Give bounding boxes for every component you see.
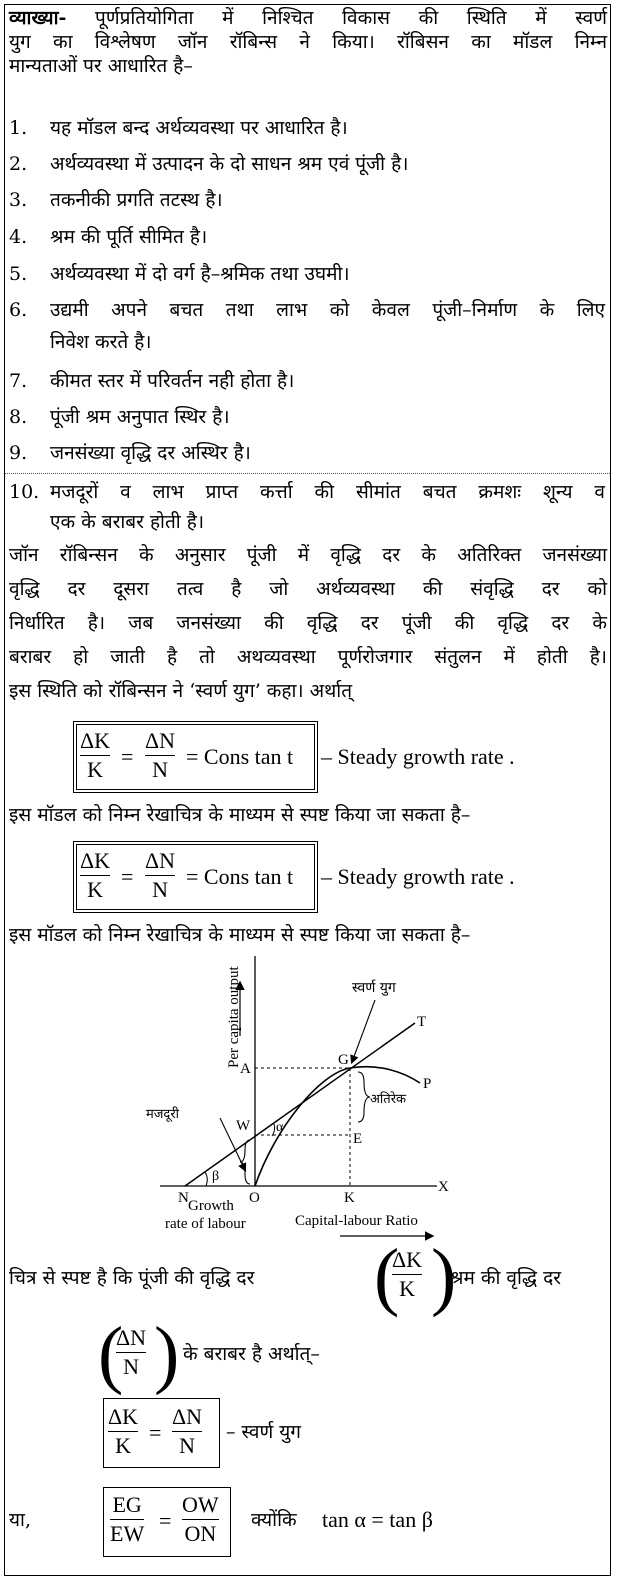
fraction-dn-n: ΔN N	[145, 728, 176, 782]
assumption-text: कीमत स्तर में परिवर्तन नही होता है।	[50, 370, 295, 392]
equals-sign: =	[159, 1508, 172, 1533]
assumption-text: अर्थव्यवस्था में दो वर्ग है–श्रमिक तथा उघमी।	[50, 263, 350, 285]
formula-rhs: = Cons tan t	[186, 744, 294, 769]
y-axis-label: Per capita output	[226, 966, 242, 1068]
equals-sign: =	[121, 744, 134, 769]
assumption-text: अर्थव्यवस्था में उत्पादन के दो साधन श्रम एवं पूंजी है।	[50, 153, 409, 175]
atirek-label: अतिरेक	[370, 1092, 407, 1107]
x-axis-label: Capital-labour Ratio	[295, 1213, 418, 1229]
para-line-2: वृद्धि दर दूसरा तत्व है जो अर्थव्यवस्था की संवृद्धि दर को	[9, 578, 607, 600]
point-n: N	[178, 1190, 189, 1206]
alpha-arc	[272, 1124, 275, 1136]
assumption-text-cont: निवेश करते है।	[50, 331, 152, 353]
assumption-number: 4.	[9, 226, 28, 248]
svarna-arrow	[352, 1000, 375, 1062]
assumption-text: उद्यमी अपने बचत तथा लाभ को केवल पूंजी–निर्माण के लिए	[50, 299, 605, 321]
svarna-yug-label: स्वर्ण युग	[352, 980, 396, 996]
para-line-5: इस स्थिति को रॉबिन्सन ने ‘स्वर्ण युग’ कहा। अर्थात्	[9, 680, 353, 702]
point-k: K	[344, 1190, 355, 1206]
assumption-number: 10.	[9, 481, 40, 503]
point-x: X	[438, 1179, 449, 1195]
conclusion-line-1b: श्रम की वृद्धि दर	[450, 1267, 561, 1289]
assumption-text: तकनीकी प्रगति तटस्थ है।	[50, 189, 223, 211]
beta-arc	[205, 1172, 207, 1186]
section-divider	[5, 473, 610, 474]
assumption-number: 9.	[9, 442, 28, 464]
assumption-number: 3.	[9, 189, 28, 211]
formula-tail: – Steady growth rate .	[321, 864, 515, 889]
conclusion-line-2: के बराबर है अर्थात्–	[183, 1343, 320, 1365]
point-g: G	[338, 1052, 349, 1068]
formula-tail: – Steady growth rate .	[321, 744, 515, 769]
assumption-text: श्रम की पूर्ति सीमित है।	[50, 226, 208, 248]
assumption-text: पूंजी श्रम अनुपात स्थिर है।	[50, 406, 230, 428]
para-line-4: बराबर हो जाती है तो अथव्यवस्था पूर्णरोजगार संतुलन में होती है।	[9, 646, 607, 668]
assumption-text: जनसंख्या वृद्धि दर अस्थिर है।	[50, 442, 251, 464]
beta-symbol: β	[212, 1169, 220, 1184]
equals-sign: =	[149, 1420, 162, 1445]
equals-sign: =	[121, 864, 134, 889]
ya-text: या,	[9, 1509, 31, 1531]
assumption-number: 7.	[9, 370, 28, 392]
growth-label-2: rate of labour	[165, 1216, 246, 1232]
model-line: इस मॉडल को निम्न रेखाचित्र के माध्यम से स्पष्ट किया जा सकता है–	[9, 804, 471, 826]
fraction-dk-k: ΔK K	[392, 1247, 423, 1301]
conclusion-line-1a: चित्र से स्पष्ट है कि पूंजी की वृद्धि दर	[9, 1267, 255, 1289]
fraction-dk-k: ΔK K	[80, 728, 111, 782]
paren-left: (	[374, 1234, 400, 1318]
point-o: O	[249, 1190, 260, 1206]
intro-heading: व्याख्या-	[9, 7, 67, 29]
tan-equality: tan α = tan β	[322, 1507, 433, 1532]
fraction-eg-ew: EG EW	[110, 1492, 145, 1546]
fraction-ow-on: OW ON	[182, 1492, 219, 1546]
intro-line-3: मान्यताओं पर आधारित है–	[9, 55, 193, 77]
assumption-text: यह मॉडल बन्द अर्थव्यवस्था पर आधारित है।	[50, 117, 348, 139]
assumption-number: 6.	[9, 299, 28, 321]
point-p: P	[423, 1076, 432, 1092]
assumption-number: 8.	[9, 406, 28, 428]
para-line-3: निर्धारित है। जब जनसंख्या की वृद्धि दर पूंजी की वृद्धि दर के	[9, 612, 607, 634]
point-a: A	[240, 1061, 251, 1077]
fraction-dn-n: ΔN N	[145, 848, 176, 902]
paren-right: )	[431, 1234, 457, 1318]
svarna-yug-text: – स्वर्ण युग	[226, 1421, 301, 1443]
point-w: W	[236, 1118, 251, 1134]
assumption-number: 2.	[9, 153, 28, 175]
intro-line-1: व्याख्या- पूर्णप्रतियोगिता में निश्चित विकास की स्थिति में स्वर्ण	[9, 7, 607, 29]
fraction-dn-n: ΔN N	[116, 1325, 147, 1379]
paren-left: (	[98, 1312, 124, 1396]
point-e: E	[353, 1131, 363, 1147]
kyonki-text: क्योंकि	[251, 1509, 297, 1531]
assumption-text: मजदूरों व लाभ प्राप्त कर्त्ता की सीमांत बचत क्रमशः शून्य व	[50, 481, 605, 503]
fraction-dk-k: ΔK K	[80, 848, 111, 902]
assumption-number: 1.	[9, 117, 28, 139]
alpha-symbol: α	[276, 1120, 284, 1135]
fraction-dk-k: ΔK K	[108, 1404, 139, 1458]
paren-right: )	[154, 1312, 180, 1396]
golden-age-diagram	[0, 948, 621, 1248]
growth-label-1: Growth	[188, 1198, 234, 1214]
model-line: इस मॉडल को निम्न रेखाचित्र के माध्यम से स्पष्ट किया जा सकता है–	[9, 924, 471, 946]
atirek-brace	[358, 1072, 370, 1122]
assumption-text-cont: एक के बराबर होती है।	[50, 511, 205, 533]
assumption-number: 5.	[9, 263, 28, 285]
point-t: T	[417, 1014, 427, 1030]
majduri-label: मजदूरी	[146, 1107, 180, 1122]
intro-line-2: युग का विश्लेषण जॉन रॉबिन्स ने किया। रॉबिसन का मॉडल निम्न	[9, 31, 607, 53]
formula-rhs: = Cons tan t	[186, 864, 294, 889]
para-line-1: जॉन रॉबिन्सन के अनुसार पूंजी में वृद्धि दर के अतिरिक्त जनसंख्या	[9, 544, 607, 566]
fraction-dn-n: ΔN N	[172, 1404, 203, 1458]
